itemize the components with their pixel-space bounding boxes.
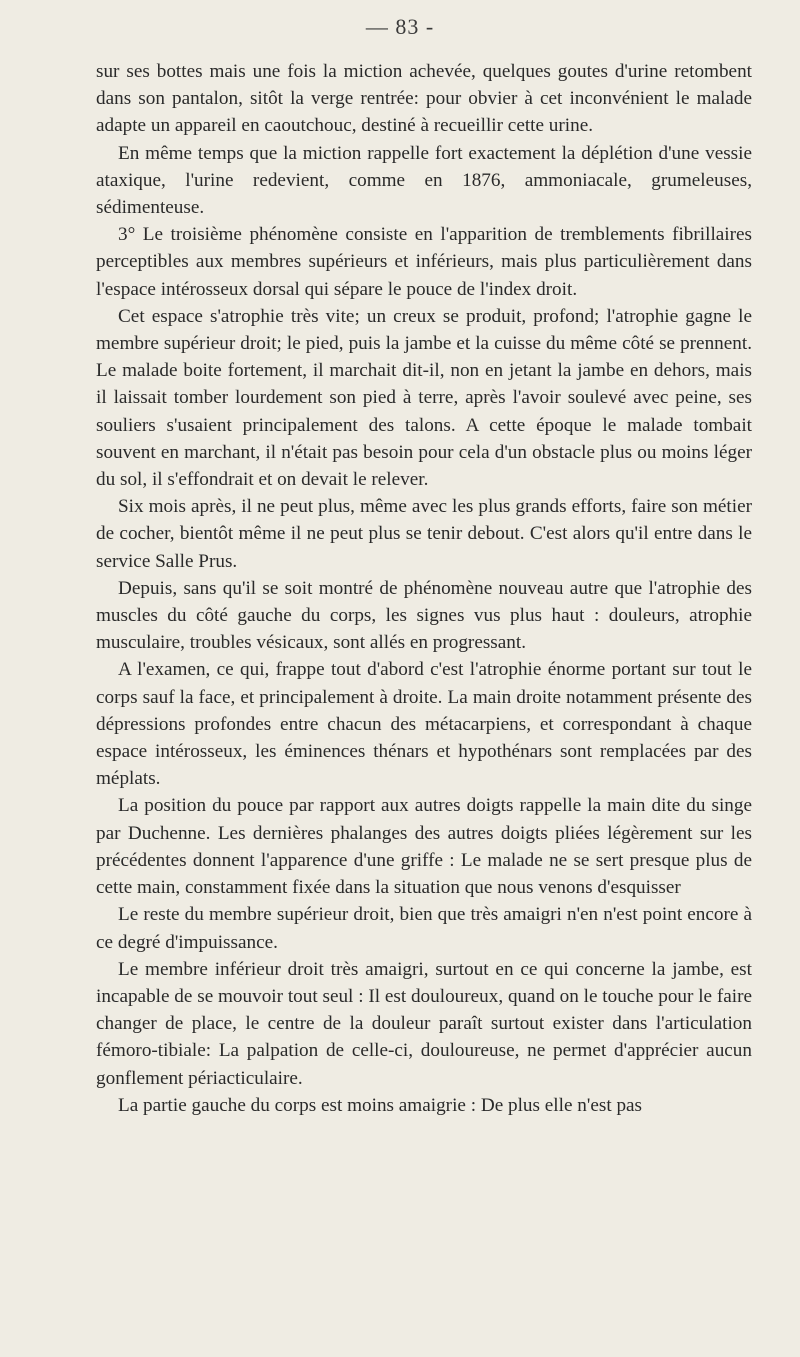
paragraph-3: 3° Le troisième phénomène consiste en l'apparition de tremblements fibrillaires perceptibles aux membres supérieurs et inférieurs, mais plus particulièrement dans l'espace intérosseux dorsal qui sépare le pouce de l'index droit. <box>96 224 752 300</box>
paragraph-1: sur ses bottes mais une fois la miction achevée, quelques goutes d'urine retombent dans son pantalon, sitôt la verge rentrée: pour obvier à cet inconvénient le malade adapte un appareil en caoutchouc, destiné à recueillir cette urine. <box>96 61 752 137</box>
page-number: — 83 - <box>365 14 435 39</box>
body-text <box>96 58 752 1119</box>
paragraph-6: Depuis, sans qu'il se soit montré de phénomène nouveau autre que l'atrophie des muscles du côté gauche du corps, les signes vus plus haut : douleurs, atrophie musculaire, troubles vésicaux, sont allés en progressant. <box>96 577 752 654</box>
paragraph-7: A l'examen, ce qui, frappe tout d'abord c'est l'atrophie énorme portant sur tout le corps sauf la face, et principalement à droite. La main droite notamment présente des dépressions profondes entre chacun des métacarpiens, et correspondant à chaque espace intérosseux, les éminences thénars et hypothénars sont remplacées par des méplats. <box>96 659 752 790</box>
paragraph-9: Le reste du membre supérieur droit, bien que très amaigri n'en n'est point encore à ce degré d'impuissance. <box>96 904 752 953</box>
paragraph-5: Six mois après, il ne peut plus, même avec les plus grands efforts, faire son métier de cocher, bientôt même il ne peut plus se tenir debout. C'est alors qu'il entre dans le service Salle Prus. <box>96 496 752 572</box>
paragraph-11: La partie gauche du corps est moins amaigrie : De plus elle n'est pas <box>118 1094 643 1116</box>
paragraph-10: Le membre inférieur droit très amaigri, surtout en ce qui concerne la jambe, est incapable de se mouvoir tout seul : Il est douloureux, quand on le touche pour le faire changer de place, le centre de la douleur paraît surtout exister dans l'articulation fémoro-tibiale: La palpation de celle-ci, douloureuse, ne permet d'apprécier aucun gonflement périacticulaire. <box>96 958 752 1089</box>
paragraph-2: En même temps que la miction rappelle fort exactement la déplétion d'une vessie ataxique, l'urine redevient, comme en 1876, ammoniacale, grumeleuses, sédimenteuse. <box>96 142 752 219</box>
paragraph-8: La position du pouce par rapport aux autres doigts rappelle la main dite du singe par Duchenne. Les dernières phalanges des autres doigts pliées légèrement sur les précédentes donnent l'apparence d'une griffe : Le malade ne se sert presque plus de cette main, constamment fixée dans la situation que nous venons d'esquisser <box>96 795 752 899</box>
paragraph-4: Cet espace s'atrophie très vite; un creux se produit, profond; l'atrophie gagne le membre supérieur droit; le pied, puis la jambe et la cuisse du même côté se prennent. Le malade boite fortement, il marchait dit-il, non en jetant la jambe en dehors, mais il laissait tomber lourdement son pied à terre, après l'avoir soulevé avec peine, ses souliers s'usaient principalement des talons. A cette époque le malade tombait souvent en marchant, il n'était pas besoin pour cela d'un obstacle plus ou moins léger du sol, il s'effondrait et on devait le relever. <box>96 305 752 491</box>
